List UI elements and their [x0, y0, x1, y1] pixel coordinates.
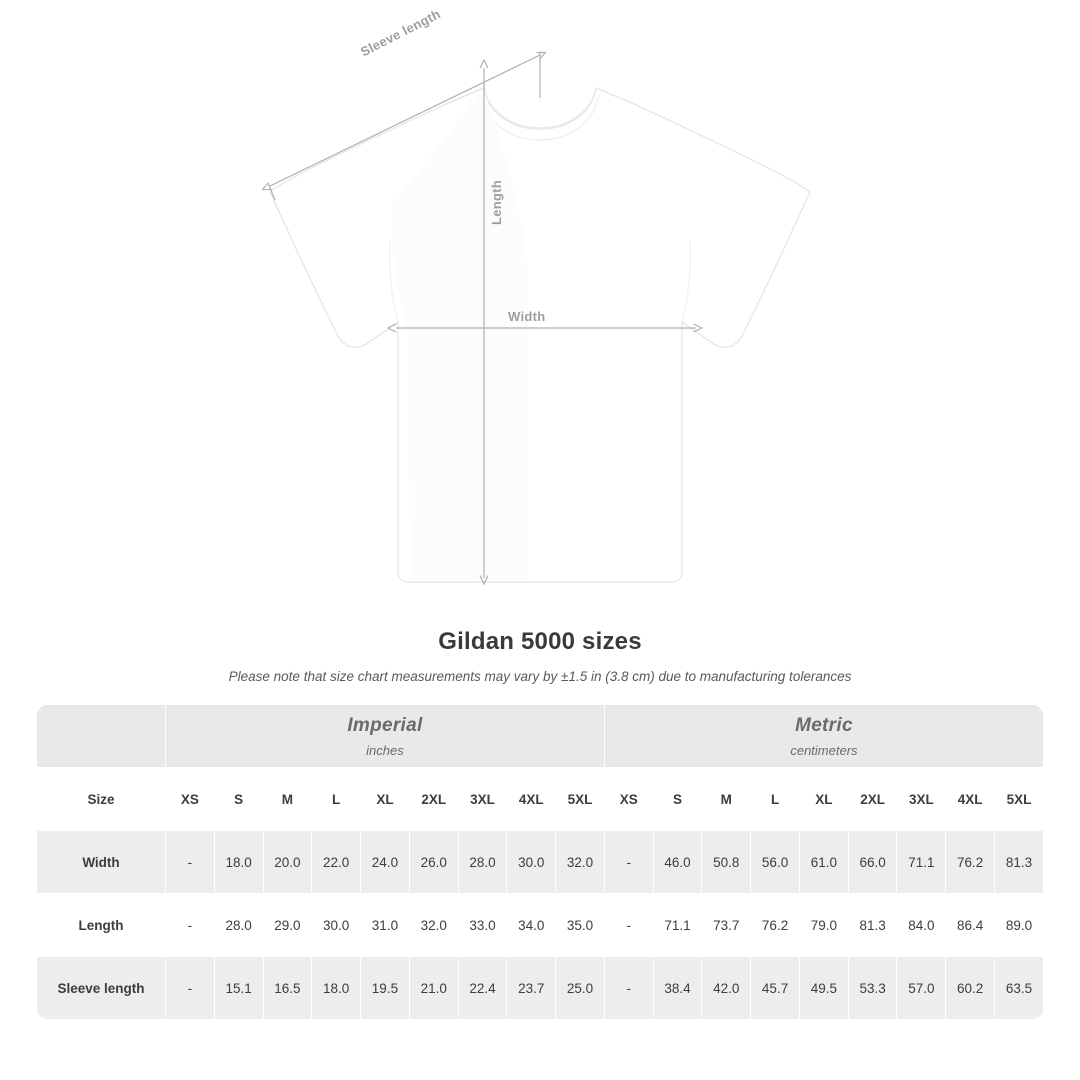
size-header-metric-2xl: 2XL [848, 768, 897, 831]
size-header-metric-m: M [702, 768, 751, 831]
table-row [37, 831, 1044, 894]
cell-width-imperial-xl: 24.0 [361, 831, 410, 894]
cell-sleeve-metric-4xl: 60.2 [946, 957, 995, 1020]
cell-sleeve-metric-l: 45.7 [751, 957, 800, 1020]
cell-sleeve-imperial-3xl: 22.4 [458, 957, 507, 1020]
size-header-metric-xs: XS [604, 768, 653, 831]
size-chart-table-wrapper [36, 704, 1044, 1020]
size-header-metric-xl: XL [799, 768, 848, 831]
size-header-metric-3xl: 3XL [897, 768, 946, 831]
cell-sleeve-imperial-xs: - [166, 957, 215, 1020]
size-chart-table [36, 704, 1044, 1020]
cell-width-metric-s: 46.0 [653, 831, 702, 894]
cell-sleeve-imperial-l: 18.0 [312, 957, 361, 1020]
cell-width-imperial-2xl: 26.0 [409, 831, 458, 894]
size-header-metric-s: S [653, 768, 702, 831]
unit-group-metric-sub: centimeters [790, 742, 858, 758]
size-header-metric-4xl: 4XL [946, 768, 995, 831]
cell-length-imperial-l: 30.0 [312, 894, 361, 957]
size-header-imperial-l: L [312, 768, 361, 831]
size-header-imperial-2xl: 2XL [409, 768, 458, 831]
cell-width-metric-2xl: 66.0 [848, 831, 897, 894]
size-header-row [37, 768, 1044, 831]
cell-length-imperial-5xl: 35.0 [556, 894, 605, 957]
row-label-sleeve-length: Sleeve length [37, 957, 166, 1020]
table-row [37, 894, 1044, 957]
cell-sleeve-metric-2xl: 53.3 [848, 957, 897, 1020]
cell-sleeve-metric-5xl: 63.5 [995, 957, 1044, 1020]
row-label-width: Width [37, 831, 166, 894]
cell-sleeve-metric-xs: - [604, 957, 653, 1020]
label-length: Length [489, 179, 504, 225]
label-sleeve-length: Sleeve length [358, 6, 443, 60]
cell-width-metric-m: 50.8 [702, 831, 751, 894]
table-corner-cell [37, 705, 166, 768]
size-header-imperial-5xl: 5XL [556, 768, 605, 831]
tolerance-note: Please note that size chart measurements may vary by ±1.5 in (3.8 cm) due to manufacturing tolerances [228, 669, 852, 684]
cell-length-metric-l: 76.2 [751, 894, 800, 957]
unit-group-metric [604, 705, 1043, 768]
cell-width-metric-3xl: 71.1 [897, 831, 946, 894]
cell-width-imperial-l: 22.0 [312, 831, 361, 894]
cell-length-metric-s: 71.1 [653, 894, 702, 957]
cell-length-imperial-xs: - [166, 894, 215, 957]
cell-width-metric-xl: 61.0 [799, 831, 848, 894]
cell-width-metric-xs: - [604, 831, 653, 894]
size-header-imperial-3xl: 3XL [458, 768, 507, 831]
cell-length-imperial-m: 29.0 [263, 894, 312, 957]
cell-length-imperial-s: 28.0 [214, 894, 263, 957]
size-header-metric-l: L [751, 768, 800, 831]
cell-length-metric-xs: - [604, 894, 653, 957]
unit-group-row [37, 705, 1044, 768]
size-header-imperial-xs: XS [166, 768, 215, 831]
cell-sleeve-metric-3xl: 57.0 [897, 957, 946, 1020]
cell-length-metric-4xl: 86.4 [946, 894, 995, 957]
cell-width-imperial-s: 18.0 [214, 831, 263, 894]
cell-width-imperial-4xl: 30.0 [507, 831, 556, 894]
cell-length-imperial-3xl: 33.0 [458, 894, 507, 957]
cell-length-metric-5xl: 89.0 [995, 894, 1044, 957]
cell-width-metric-4xl: 76.2 [946, 831, 995, 894]
size-header-imperial-s: S [214, 768, 263, 831]
cell-length-metric-3xl: 84.0 [897, 894, 946, 957]
unit-group-metric-name: Metric [795, 714, 853, 736]
cell-sleeve-metric-s: 38.4 [653, 957, 702, 1020]
cell-sleeve-imperial-5xl: 25.0 [556, 957, 605, 1020]
cell-width-imperial-5xl: 32.0 [556, 831, 605, 894]
size-header-metric-5xl: 5XL [995, 768, 1044, 831]
cell-sleeve-imperial-s: 15.1 [214, 957, 263, 1020]
unit-group-imperial-sub: inches [366, 742, 404, 758]
unit-group-imperial-name: Imperial [347, 714, 423, 736]
cell-length-metric-2xl: 81.3 [848, 894, 897, 957]
cell-sleeve-metric-m: 42.0 [702, 957, 751, 1020]
title-block [0, 628, 1080, 684]
page-title: Gildan 5000 sizes [438, 628, 642, 655]
cell-sleeve-imperial-m: 16.5 [263, 957, 312, 1020]
unit-group-imperial [166, 705, 605, 768]
cell-width-imperial-m: 20.0 [263, 831, 312, 894]
cell-length-imperial-2xl: 32.0 [409, 894, 458, 957]
cell-width-metric-l: 56.0 [751, 831, 800, 894]
label-width: Width [508, 309, 546, 324]
row-label-length: Length [37, 894, 166, 957]
table-row [37, 957, 1044, 1020]
cell-sleeve-imperial-4xl: 23.7 [507, 957, 556, 1020]
cell-length-metric-m: 73.7 [702, 894, 751, 957]
cell-sleeve-imperial-xl: 19.5 [361, 957, 410, 1020]
size-header-label: Size [37, 768, 166, 831]
size-header-imperial-xl: XL [361, 768, 410, 831]
size-header-imperial-m: M [263, 768, 312, 831]
size-header-imperial-4xl: 4XL [507, 768, 556, 831]
cell-width-imperial-xs: - [166, 831, 215, 894]
cell-sleeve-metric-xl: 49.5 [799, 957, 848, 1020]
cell-width-metric-5xl: 81.3 [995, 831, 1044, 894]
cell-length-metric-xl: 79.0 [799, 894, 848, 957]
cell-sleeve-imperial-2xl: 21.0 [409, 957, 458, 1020]
cell-width-imperial-3xl: 28.0 [458, 831, 507, 894]
cell-length-imperial-4xl: 34.0 [507, 894, 556, 957]
cell-length-imperial-xl: 31.0 [361, 894, 410, 957]
